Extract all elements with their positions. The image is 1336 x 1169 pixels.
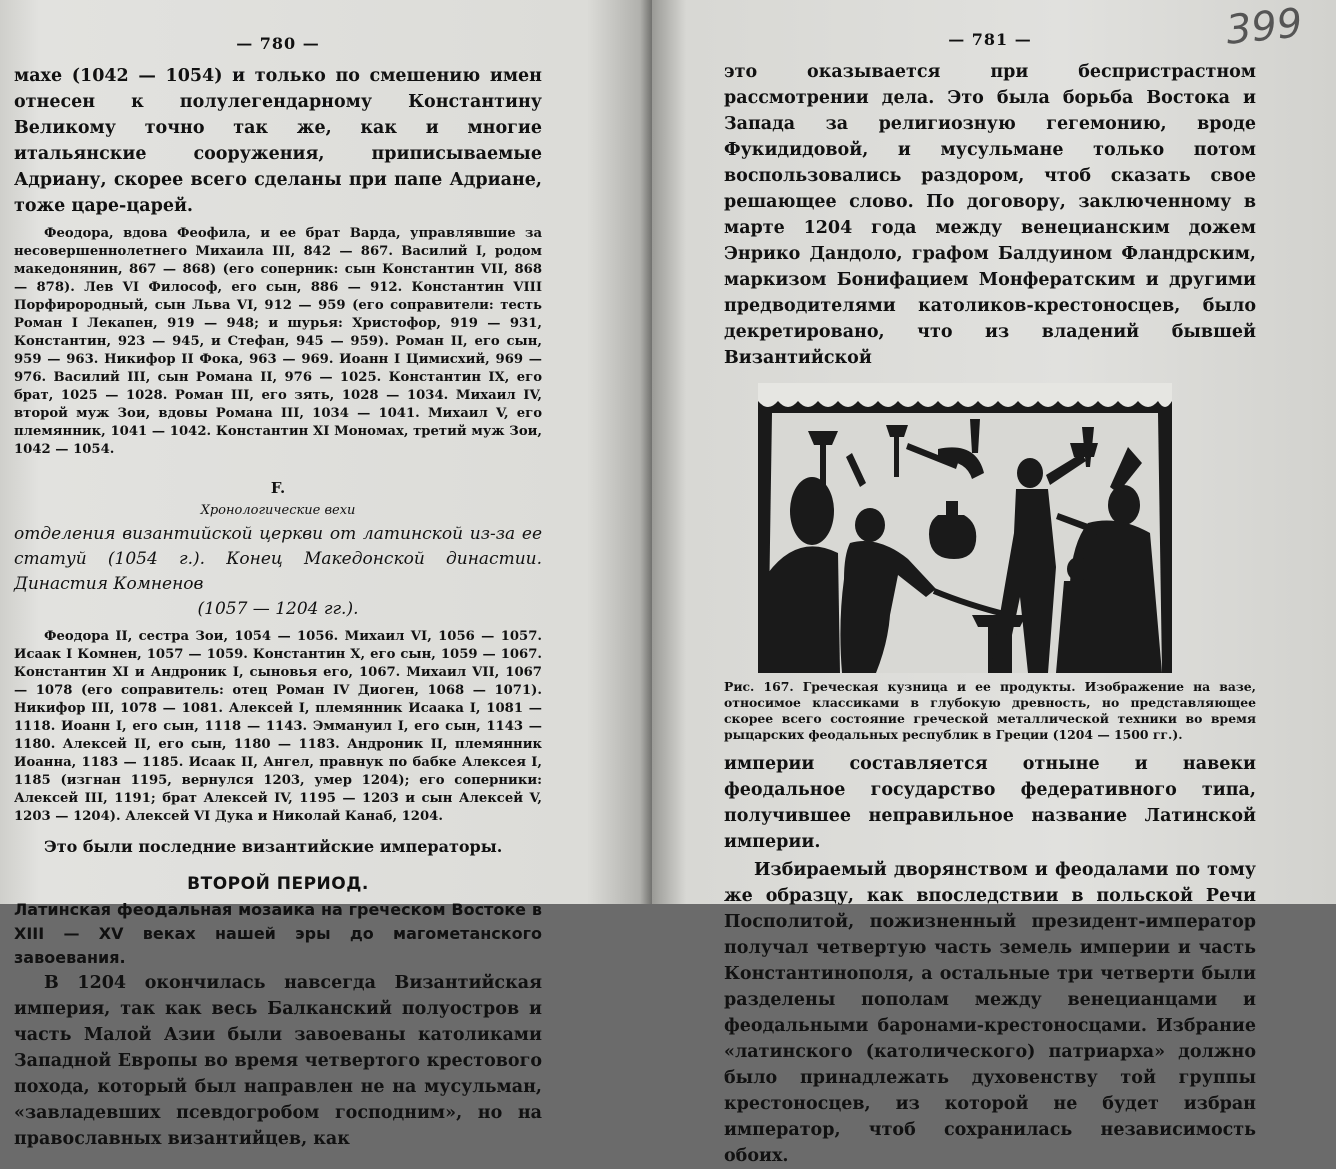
- forge-vase-icon: [758, 383, 1172, 673]
- right-paragraph-3: Избираемый дворянством и феодалами по тому же образцу, как впоследствии в польской Речи Посполитой, пожизненный президент-император получал четвертую часть земель империи и часть Константинополя, а остальные три четверти были разделены пополам между венецианцами и феодальными баронами-крестоносцами. Избрание «латинского (католического) патриарха» должно было принадлежать духовенству той группы крестоносцев, из которой не будет избран император, чтоб сохранилась независимость обоих.: [724, 860, 1256, 1166]
- handwritten-page-number: 399: [1223, 0, 1305, 54]
- left-paragraph-5: В 1204 окончилась навсегда Византийская империя, так как весь Балканский полуостров и часть Малой Азии были завоеваны католиками Западной Европы во время четвертого крестового похода, который был направлен не на мусульман, «завладевших псевдогробом господним», но на православных византийцев, как: [14, 973, 542, 1149]
- page-number-left: — 780 —: [236, 34, 320, 53]
- left-paragraph-3: Феодора II, сестра Зои, 1054 — 1056. Михаил VI, 1056 — 1057. Исаак I Комнен, 1057 — 1059. Константин X, его сын, 1059 — 1067. Константин XI и Андроник I, сыновья его, 1067. Михаил VII, 1067 — 1078 (его соправитель: отец Роман IV Диоген, 1068 — 1071). Никифор III, 1078 — 1081. Алексей I, племянник Исаака I, 1081 — 1118. Иоанн I, его сын, 1118 — 1143. Эммануил I, его сын, 1143 — 1180. Алексей II, его сын, 1180 — 1183. Андроник II, племянник Иоанна, 1183 — 1185. Исаак II, Ангел, правнук по бабке Алексея I, 1185 (изгнан 1195, вернулся 1203, умер 1204); его соперники: Алексей III, 1191; брат Алексей IV, 1195 — 1203 и сын Алексей V, 1203 — 1204). Алексей VI Дука и Николай Канаб, 1204.: [14, 629, 542, 824]
- page-number-right: — 781 —: [948, 30, 1032, 49]
- left-paragraph-4: Это были последние византийские императоры.: [44, 837, 503, 856]
- right-page: [652, 0, 1336, 1166]
- left-paragraph-1: махе (1042 — 1054) и только по смешению имен отнесен к полулегендарному Константину Великому точно так же, как и многие итальянские сооружения, приписываемые Адриану, скорее всего сделаны при папе Адриане, тоже царе-царей.: [14, 66, 542, 216]
- period-subtitle: Латинская феодальная мозаика на греческом Востоке в XIII — XV веках нашей эры до магометанского завоевания.: [14, 900, 542, 967]
- greek-forge-illustration: [758, 383, 1172, 673]
- figure-caption: Рис. 167. Греческая кузница и ее продукты. Изображение на вазе, относимое классиками в глубокую древность, но представляющее скорее всего состояние греческой металлической техники во время рыцарских феодальных республик в Греции (1204 — 1500 гг.).: [724, 679, 1256, 742]
- section-letter: F.: [270, 479, 286, 497]
- period-title: ВТОРОЙ ПЕРИОД.: [187, 874, 369, 894]
- left-page: [0, 0, 652, 1149]
- italic-heading-1: отделения византийской церкви от латинской из-за ее статуй (1054 г.). Конец Македонской династии. Династия Комненов: [14, 524, 542, 594]
- chrono-heading: Хронологические вехи: [200, 503, 356, 518]
- italic-heading-2: (1057 — 1204 гг.).: [197, 599, 359, 619]
- right-paragraph-2: империи составляется отныне и навеки феодальное государство федеративного типа, получившее неправильное название Латинской империи.: [724, 754, 1256, 852]
- left-paragraph-2: Феодора, вдова Феофила, и ее брат Варда, управлявшие за несовершеннолетнего Михаила III, 842 — 867. Василий I, родом македонянин, 867 — 868) (его соперник: сын Константин VII, 868 — 878). Лев VI Философ, его сын, 886 — 912. Константин VIII Порфирородный, сын Льва VI, 912 — 959 (его соправители: тесть Роман I Лекапен, 919 — 948; и шурья: Христофор, 919 — 931, Константин, 923 — 945, и Стефан, 945 — 959). Роман II, его сын, 959 — 963. Никифор II Фока, 963 — 969. Иоанн I Цимисхий, 969 — 976. Василий III, сын Романа II, 976 — 1025. Константин IX, его брат, 1025 — 1028. Роман III, его зять, 1028 — 1034. Михаил IV, второй муж Зои, вдовы Романа III, 1034 — 1041. Михаил V, его племянник, 1041 — 1042. Константин XI Мономах, третий муж Зои, 1042 — 1054.: [14, 226, 542, 457]
- right-paragraph-1: это оказывается при беспристрастном рассмотрении дела. Это была борьба Востока и Запада за религиозную гегемонию, вроде Фукидидовой, и мусульмане только потом воспользовались раздором, чтоб сказать свое решающее слово. По договору, заключенному в марте 1204 года между венецианским дожем Энрико Дандоло, графом Балдуином Фландрским, маркизом Бонифацием Монфератским и другими предводителями католиков-крестоносцев, было декретировано, что из владений бывшей Византийской: [724, 62, 1256, 368]
